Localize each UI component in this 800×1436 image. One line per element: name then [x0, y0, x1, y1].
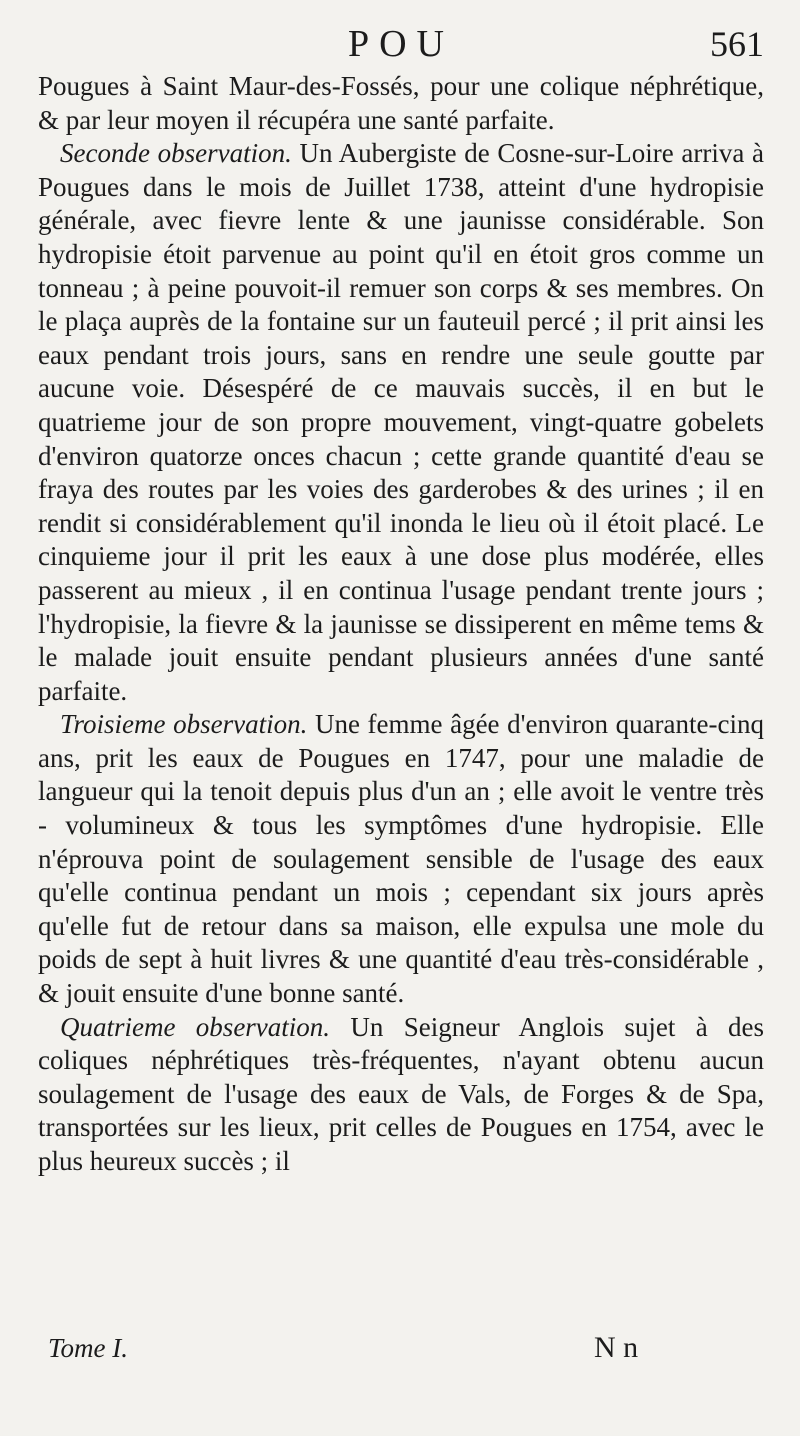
observation-4-title: Quatrieme observation.	[60, 1011, 331, 1042]
observation-2-title: Seconde observation.	[60, 138, 292, 169]
page-header	[38, 0, 764, 70]
paragraph-3-text: Une femme âgée d'environ quarante-cinq ans, prit les eaux de Pougues en 1747, pour une maladie de langueur qui la tenoit depuis plus d'un an ; elle avoit le ventre très - volumineux & tous les symptômes d'une hydropisie. Elle n'éprouva point de soulagement sensible de l'usage des eaux qu'elle continua pendant un mois ; cependant six jours après qu'elle fut de retour dans sa maison, elle expulsa une mole du poids de sept à huit livres & une quantité d'eau très-considérable , & jouit ensuite d'une bonne santé.	[38, 709, 764, 1009]
body-text	[38, 70, 764, 1179]
tome-label: Tome I.	[48, 1333, 129, 1363]
paragraph-1	[38, 70, 764, 137]
paragraph-1-text: Pougues à Saint Maur-des-Fossés, pour une colique néphrétique, & par leur moyen il récupéra une santé parfaite.	[38, 71, 764, 135]
observation-3-title: Troisieme observation.	[60, 709, 308, 740]
page-number: 561	[710, 24, 764, 64]
paragraph-2	[38, 137, 764, 708]
paragraph-4	[38, 1011, 764, 1179]
paragraph-4-text: Un Seigneur Anglois sujet à des coliques néphrétiques très-fréquentes, n'ayant obtenu aucun soulagement de l'usage des eaux de Vals, de Forges & de Spa, transportées sur les lieux, prit celles de Pougues en 1754, avec le plus heureux succès ; il	[38, 1011, 765, 1176]
running-head: POU	[347, 23, 455, 65]
paragraph-3	[38, 708, 764, 1010]
page-footer	[48, 1330, 764, 1370]
paragraph-2-text: Un Aubergiste de Cosne-sur-Loire arriva à Pougues dans le mois de Juillet 1738, atteint d'une hydropisie générale, avec fievre lente & une jaunisse considérable. Son hydropisie étoit parvenue au point qu'il en étoit gros comme un tonneau ; à peine pouvoit-il remuer son corps & ses membres. On le plaça auprès de la fontaine sur un fauteuil percé ; il prit ainsi les eaux pendant trois jours, sans en rendre une seule goutte par aucune voie. Désespéré de ce mauvais succès, il en but le quatrieme jour de son propre mouvement, vingt-quatre gobelets d'environ quatorze onces chacun ; cette grande quantité d'eau se fraya des routes par les voies des garderobes & des urines ; il en rendit si considérablement qu'il inonda le lieu où il étoit placé. Le cinquieme jour il prit les eaux à une dose plus modérée, elles passerent au mieux , il en continua l'usage pendant trente jours ; l'hydropisie, la fievre & la jaunisse se dissiperent en même tems & le malade jouit ensuite pendant plusieurs années d'une santé parfaite.	[38, 138, 764, 706]
signature-mark: N n	[594, 1331, 639, 1364]
